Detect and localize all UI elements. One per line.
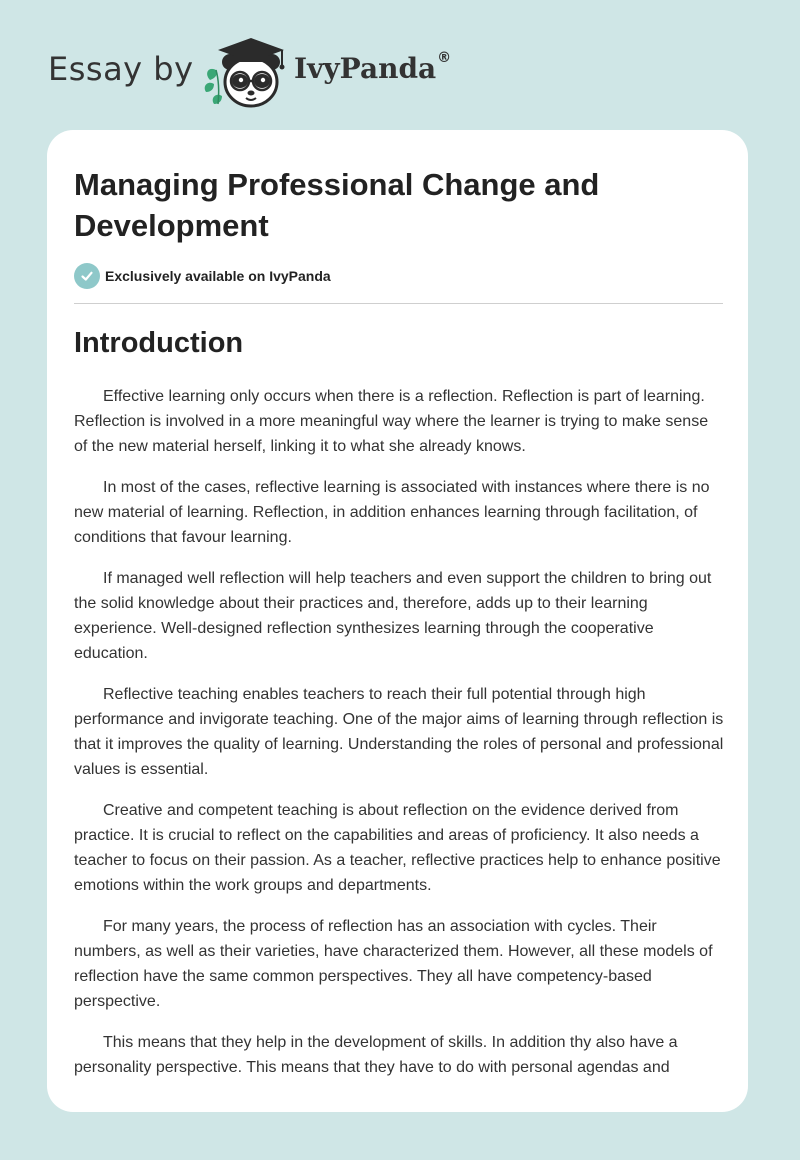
registered-mark: ® bbox=[437, 50, 452, 66]
exclusive-badge-label: Exclusively available on IvyPanda bbox=[105, 268, 331, 284]
paragraph: Reflective teaching enables teachers to reach their full potential through high performance and invigorate teaching. One of the major aims of learning through reflection is that it improves the quality of learning. Understanding the roles of personal and professional values is essential. bbox=[74, 686, 724, 778]
brand-name: IvyPanda® bbox=[294, 50, 452, 85]
paragraph: Creative and competent teaching is about reflection on the evidence derived from practice. It is crucial to reflect on the capabilities and areas of proficiency. It also needs a teacher to focus on their passion. As a teacher, reflective practices help to enhance positive emotions within the work groups and departments. bbox=[74, 802, 721, 894]
exclusive-badge bbox=[74, 263, 331, 289]
paragraph: In most of the cases, reflective learning is associated with instances where there is no new material of learning. Reflection, in addition enhances learning through facilitation, of conditions that favour learning. bbox=[74, 479, 710, 546]
ivypanda-logo-icon bbox=[202, 34, 294, 110]
site-header bbox=[48, 34, 508, 110]
section-heading: Introduction bbox=[74, 327, 244, 359]
article-body bbox=[74, 384, 724, 1096]
paragraph: If managed well reflection will help teachers and even support the children to bring out the solid knowledge about their practices and, therefore, adds up to their learning experience. Well-designed reflection synthesizes learning through the cooperative education. bbox=[74, 570, 712, 662]
check-circle-icon bbox=[74, 263, 100, 289]
divider bbox=[74, 303, 723, 304]
paragraph: This means that they help in the development of skills. In addition thy also have a personality perspective. This means that they have to do with personal agendas and bbox=[74, 1034, 678, 1076]
essay-by-label: Essay by bbox=[48, 50, 194, 88]
paragraph: For many years, the process of reflection has an association with cycles. Their numbers, as well as their varieties, have characterized them. However, all these models of reflection have the same common perspectives. They all have competency-based perspective. bbox=[74, 918, 713, 1010]
article-card bbox=[47, 130, 748, 1112]
page-title: Managing Professional Change and Development bbox=[74, 167, 600, 243]
paragraph: Effective learning only occurs when there is a reflection. Reflection is part of learning. Reflection is involved in a more meaningful way where the learner is trying to make sense of the new material herself, linking it to what she already knows. bbox=[74, 388, 709, 455]
